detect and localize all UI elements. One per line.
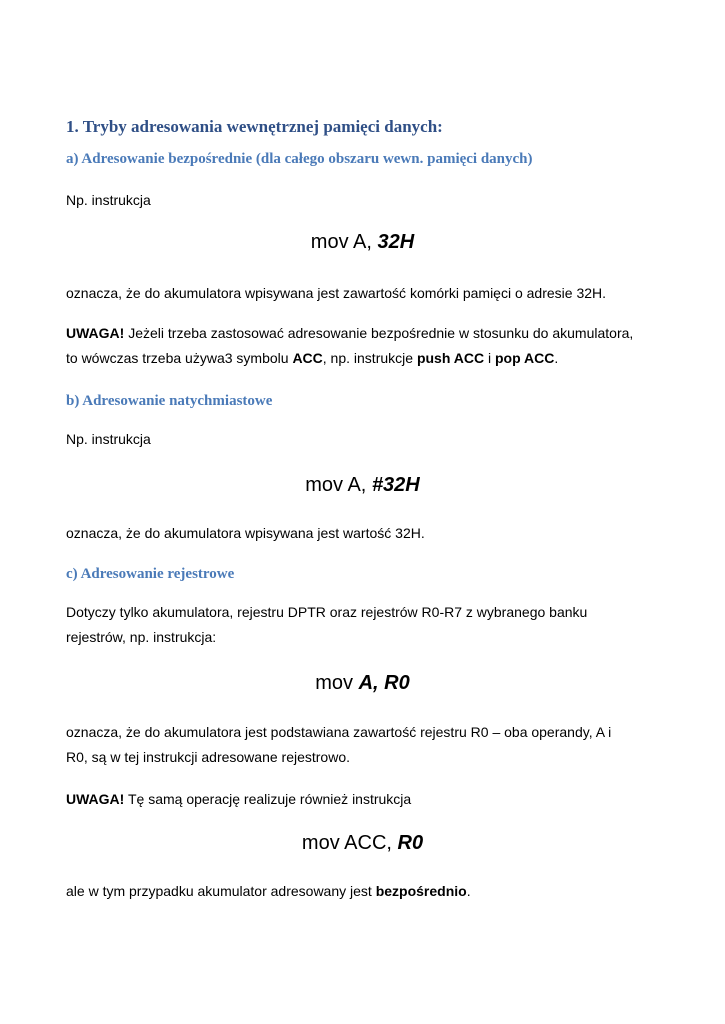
section-b-explanation: oznacza, że do akumulatora wpisywana jest wartość 32H. (66, 525, 425, 541)
final-text: ale w tym przypadku akumulator adresowany jest (66, 883, 376, 899)
warning-label: UWAGA! (66, 791, 125, 807)
code-operand: A, R0 (358, 672, 410, 694)
code-plain: mov (315, 672, 359, 694)
section-c-warning (66, 787, 411, 811)
section-c-heading: c) Adresowanie rejestrowe (66, 566, 235, 582)
final-bold: bezpośrednio (375, 883, 467, 899)
acc-symbol: ACC (292, 350, 323, 366)
warning-label: UWAGA! (66, 325, 125, 341)
code-operand: R0 (397, 832, 424, 854)
section-a-explanation: oznacza, że do akumulatora wpisywana jest zawartość komórki pamięci o adresie 32H. (66, 285, 607, 301)
section-c-desc-line1: Dotyczy tylko akumulatora, rejestru DPTR oraz rejestrów R0-R7 z wybranego banku (66, 604, 588, 620)
main-heading: 1. Tryby adresowania wewnętrznej pamięci danych: (66, 117, 443, 136)
section-a-heading: a) Adresowanie bezpośrednie (dla całego obszaru wewn. pamięci danych) (66, 151, 533, 167)
section-b-heading: b) Adresowanie natychmiastowe (66, 393, 273, 409)
code-operand: #32H (371, 474, 420, 496)
section-c-desc-line2: rejestrów, np. instrukcja: (66, 629, 217, 645)
section-b-intro: Np. instrukcja (66, 431, 151, 447)
section-c-code (0, 672, 725, 695)
code-operand: 32H (377, 231, 415, 253)
section-a-code (0, 231, 725, 254)
section-a-intro: Np. instrukcja (66, 192, 151, 208)
pop-acc-instruction: pop ACC (494, 350, 555, 366)
final-text: . (466, 883, 471, 899)
section-a-warning-line2 (66, 346, 558, 370)
warning-text: , np. instrukcje (322, 350, 417, 366)
section-c-explanation-line2: R0, są w tej instrukcji adresowane rejestrowo. (66, 749, 351, 765)
code-plain: mov A, (305, 474, 372, 496)
section-c-final (66, 879, 471, 903)
warning-text: to wówczas trzeba używa3 symbolu (66, 350, 293, 366)
section-a-warning-line1 (66, 321, 633, 345)
code-plain: mov ACC, (301, 832, 398, 854)
warning-text: Jeżeli trzeba zastosować adresowanie bezpośrednie w stosunku do akumulatora, (124, 325, 634, 341)
warning-text: . (554, 350, 559, 366)
code-plain: mov A, (310, 231, 378, 253)
warning-text: i (484, 350, 495, 366)
section-b-code (0, 474, 725, 497)
section-c-explanation-line1: oznacza, że do akumulatora jest podstawiana zawartość rejestru R0 – oba operandy, A i (66, 724, 612, 740)
warning-text: Tę samą operację realizuje również instrukcja (124, 791, 412, 807)
section-c-code2 (0, 832, 725, 855)
push-acc-instruction: push ACC (416, 350, 485, 366)
